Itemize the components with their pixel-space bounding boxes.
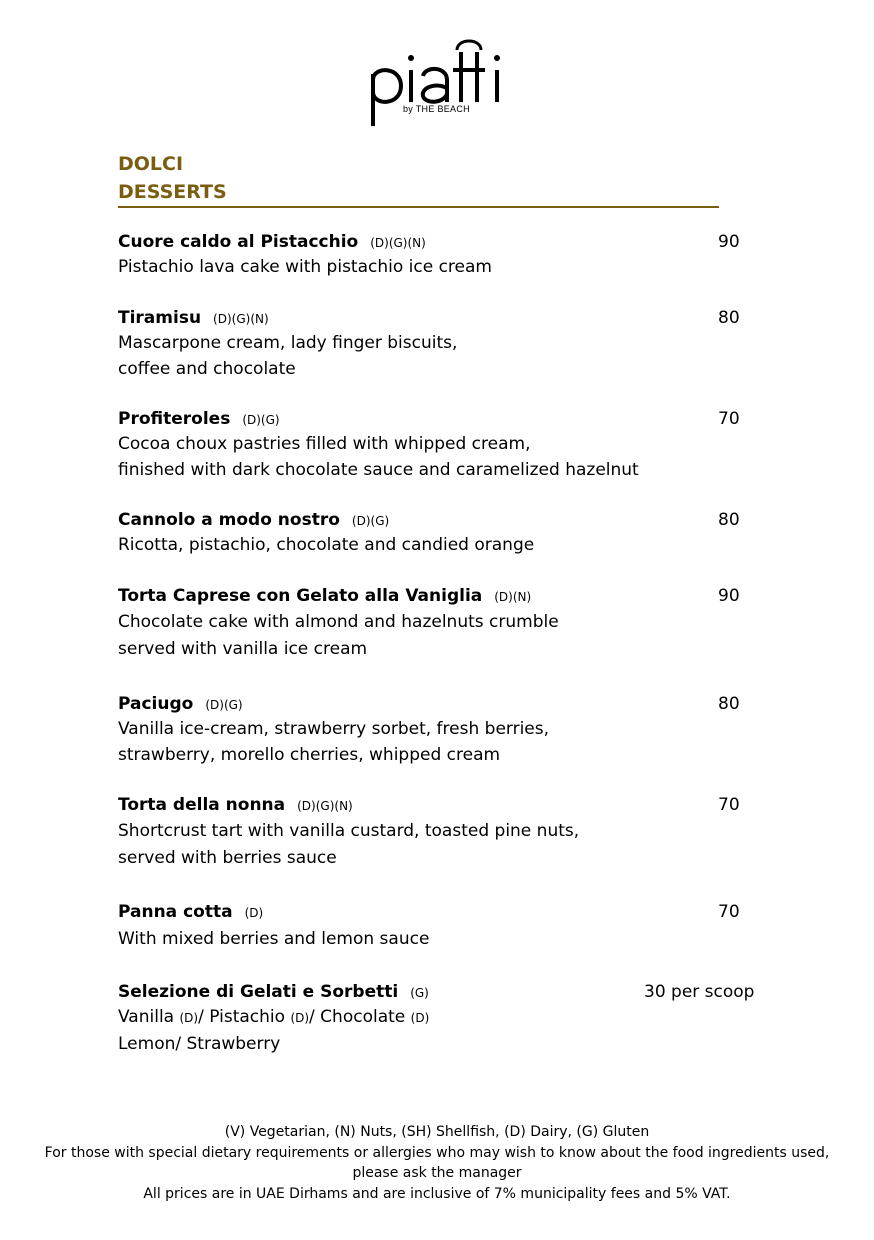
item-price: 90 [718, 586, 740, 606]
flavor-name: / Chocolate [309, 1007, 411, 1027]
item-name: Profiteroles [118, 409, 231, 429]
item-description-line: With mixed berries and lemon sauce [118, 929, 430, 949]
item-description-line: Cocoa choux pastries filled with whipped cream, [118, 434, 531, 454]
item-name: Selezione di Gelati e Sorbetti [118, 982, 399, 1002]
item-allergen-tags: (D)(G) [351, 514, 390, 528]
price-notice: All prices are in UAE Dirhams and are inclusive of 7% municipality fees and 5% VAT. [143, 1185, 731, 1202]
item-allergen-tags: (D) [244, 906, 264, 920]
flavor-tag: (D) [179, 1011, 199, 1025]
item-allergen-tags: (D)(G)(N) [370, 236, 426, 250]
item-price: 80 [718, 308, 740, 328]
dietary-notice: please ask the manager [352, 1165, 522, 1181]
item-name: Panna cotta [118, 902, 233, 922]
flavor-tag: (D) [290, 1011, 310, 1025]
item-price: 70 [718, 795, 740, 815]
menu-item-gelato [118, 980, 758, 1057]
item-name: Torta Caprese con Gelato alla Vaniglia [118, 586, 483, 606]
item-description-line: Ricotta, pistachio, chocolate and candied orange [118, 535, 535, 555]
menu-item [118, 230, 758, 280]
item-description-line: Shortcrust tart with vanilla custard, toasted pine nuts, [118, 821, 580, 841]
item-description-line: Pistachio lava cake with pistachio ice cream [118, 257, 492, 277]
item-description-line: strawberry, morello cherries, whipped cream [118, 745, 501, 765]
item-allergen-tags: (D)(G) [242, 413, 280, 427]
item-description-line: finished with dark chocolate sauce and caramelized hazelnut [118, 460, 639, 480]
item-price: 90 [718, 232, 740, 252]
section-header [118, 150, 719, 208]
item-name: Cannolo a modo nostro [118, 510, 340, 530]
item-price: 70 [718, 409, 740, 429]
item-name: Torta della nonna [118, 795, 286, 815]
item-price: 30 per scoop [644, 982, 755, 1002]
gelato-flavors-line: Lemon/ Strawberry [118, 1034, 281, 1054]
menu-item [118, 900, 758, 952]
flavor-name: / Pistachio [198, 1007, 291, 1027]
item-price: 70 [718, 902, 740, 922]
item-price: 80 [718, 694, 740, 714]
item-allergen-tags: (D)(G)(N) [213, 312, 269, 326]
menu-item [118, 692, 758, 768]
item-description-line: Mascarpone cream, lady finger biscuits, [118, 333, 458, 353]
flavor-tag: (D) [410, 1011, 430, 1025]
menu-item [118, 407, 758, 483]
item-description-line: served with vanilla ice cream [118, 639, 368, 659]
item-allergen-tags: (G) [410, 986, 429, 1000]
item-description-line: Vanilla ice-cream, strawberry sorbet, fresh berries, [118, 719, 550, 739]
menu-item [118, 306, 758, 382]
menu-item [118, 508, 758, 558]
item-description-line: served with berries sauce [118, 848, 337, 868]
section-title-english: DESSERTS [118, 181, 227, 203]
menu-item [118, 793, 758, 872]
menu-footer [0, 1122, 874, 1204]
item-allergen-tags: (D)(N) [494, 590, 532, 604]
item-price: 80 [718, 510, 740, 530]
item-allergen-tags: (D)(G)(N) [297, 799, 353, 813]
gelato-flavors-line [118, 1004, 758, 1031]
item-name: Cuore caldo al Pistacchio [118, 232, 359, 252]
item-description-line: coffee and chocolate [118, 359, 296, 379]
logo-tagline: by THE BEACH [403, 104, 470, 114]
item-allergen-tags: (D)(G) [205, 698, 243, 712]
piatti-logo [365, 36, 515, 128]
section-title-italian: DOLCI [118, 153, 184, 175]
allergen-legend: (V) Vegetarian, (N) Nuts, (SH) Shellfish, (D) Dairy, (G) Gluten [224, 1124, 650, 1140]
flavor-name: Vanilla [118, 1007, 180, 1027]
item-name: Paciugo [118, 694, 194, 714]
dietary-notice: For those with special dietary requirements or allergies who may wish to know about the food ingredients used, [44, 1144, 830, 1161]
item-description-line: Chocolate cake with almond and hazelnuts crumble [118, 612, 559, 632]
item-name: Tiramisu [118, 308, 202, 328]
menu-item [118, 584, 758, 663]
